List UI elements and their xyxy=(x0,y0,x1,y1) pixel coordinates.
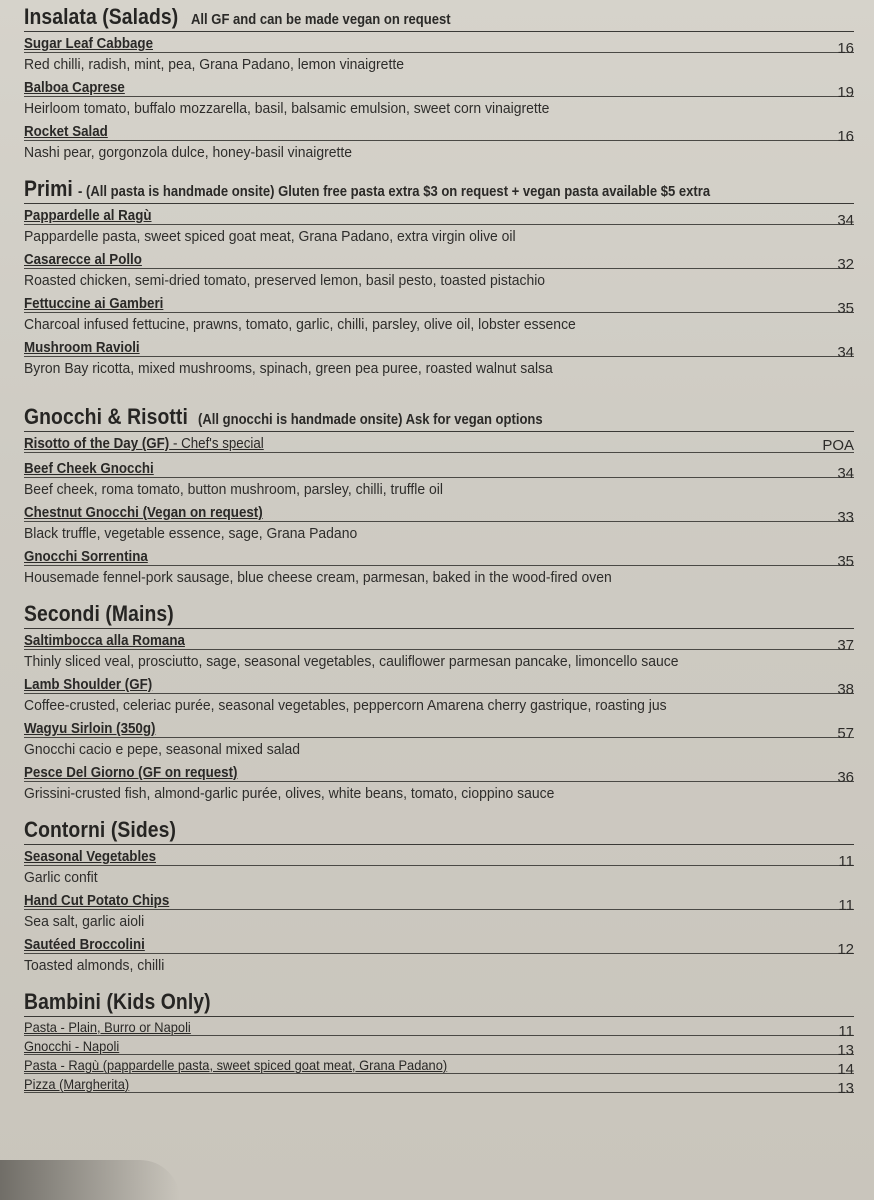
menu-item xyxy=(24,76,854,120)
section-note: - (All pasta is handmade onsite) Gluten free pasta extra $3 on request + vegan pasta available $5 extra xyxy=(77,184,710,200)
menu-item xyxy=(24,1074,854,1097)
menu-item xyxy=(24,761,854,805)
menu-item xyxy=(24,336,854,380)
section-header xyxy=(24,404,854,432)
item-description: Thinly sliced veal, prosciutto, sage, seasonal vegetables, cauliflower parmesan pancake, limoncello sauce xyxy=(24,653,679,670)
section-insalata xyxy=(24,4,854,164)
item-description: Roasted chicken, semi-dried tomato, preserved lemon, basil pesto, toasted pistachio xyxy=(24,272,546,289)
item-description: Black truffle, vegetable essence, sage, Grana Padano xyxy=(24,525,358,542)
item-name: Mushroom Ravioli xyxy=(24,340,140,356)
section-title: Insalata (Salads) xyxy=(24,4,179,29)
item-name: Sugar Leaf Cabbage xyxy=(24,36,153,52)
item-description: Nashi pear, gorgonzola dulce, honey-basil vinaigrette xyxy=(24,144,353,161)
menu-item xyxy=(24,889,854,933)
item-name: Wagyu Sirloin (350g) xyxy=(24,721,156,737)
section-title: Gnocchi & Risotti xyxy=(24,404,188,429)
item-name: Chestnut Gnocchi (Vegan on request) xyxy=(24,505,263,521)
item-name: Rocket Salad xyxy=(24,124,108,140)
section-header xyxy=(24,989,854,1017)
item-name: Gnocchi Sorrentina xyxy=(24,549,148,565)
item-description: Heirloom tomato, buffalo mozzarella, basil, balsamic emulsion, sweet corn vinaigrette xyxy=(24,100,550,117)
menu-item xyxy=(24,204,854,248)
menu-item xyxy=(24,1055,854,1078)
item-description: Pappardelle pasta, sweet spiced goat meat, Grana Padano, extra virgin olive oil xyxy=(24,228,516,245)
item-name: Pasta - Ragù (pappardelle pasta, sweet spiced goat meat, Grana Padano) xyxy=(24,1057,448,1073)
item-price: 16 xyxy=(837,128,854,145)
item-price: 38 xyxy=(837,681,854,698)
item-name: Lamb Shoulder (GF) xyxy=(24,677,153,693)
item-name: Pesce Del Giorno (GF on request) xyxy=(24,765,238,781)
item-price: 11 xyxy=(838,897,854,914)
item-name: Pasta - Plain, Burro or Napoli xyxy=(24,1019,191,1035)
item-name: Saltimbocca alla Romana xyxy=(24,633,185,649)
item-price: 32 xyxy=(837,256,854,273)
section-note: All GF and can be made vegan on request xyxy=(191,12,451,28)
item-description: Red chilli, radish, mint, pea, Grana Padano, lemon vinaigrette xyxy=(24,56,404,73)
item-description: Housemade fennel-pork sausage, blue cheese cream, parmesan, baked in the wood-fired oven xyxy=(24,569,612,586)
item-description: Beef cheek, roma tomato, button mushroom, parsley, chilli, truffle oil xyxy=(24,481,443,498)
item-description: Charcoal infused fettucine, prawns, tomato, garlic, chilli, parsley, olive oil, lobster essence xyxy=(24,316,576,333)
item-description: Gnocchi cacio e pepe, seasonal mixed salad xyxy=(24,741,301,758)
item-price: 34 xyxy=(837,212,854,229)
item-name: Fettuccine ai Gamberi xyxy=(24,296,164,312)
item-name: Pappardelle al Ragù xyxy=(24,208,152,224)
menu-item xyxy=(24,933,854,977)
item-description: Coffee-crusted, celeriac purée, seasonal vegetables, peppercorn Amarena cherry gastrique, roasting jus xyxy=(24,697,667,714)
menu-item xyxy=(24,1036,854,1059)
section-title: Primi xyxy=(24,176,73,201)
item-price: 16 xyxy=(837,40,854,57)
item-price: 13 xyxy=(837,1042,854,1059)
item-name: Beef Cheek Gnocchi xyxy=(24,461,154,477)
item-price: 57 xyxy=(837,725,854,742)
menu-item xyxy=(24,845,854,889)
section-header xyxy=(24,601,854,629)
item-price: 13 xyxy=(837,1080,854,1097)
item-price: 34 xyxy=(837,344,854,361)
section-gnocchi-risotti xyxy=(24,404,854,589)
section-header xyxy=(24,4,854,32)
section-note: (All gnocchi is handmade onsite) Ask for vegan options xyxy=(198,412,543,428)
menu-item xyxy=(24,629,854,673)
item-price: 35 xyxy=(837,300,854,317)
menu-item xyxy=(24,717,854,761)
section-title: Secondi (Mains) xyxy=(24,601,174,626)
item-price: 36 xyxy=(837,769,854,786)
menu-item xyxy=(24,120,854,164)
item-description: Toasted almonds, chilli xyxy=(24,957,165,974)
menu-item xyxy=(24,673,854,717)
item-name: Seasonal Vegetables xyxy=(24,849,156,865)
item-price: POA xyxy=(822,437,854,454)
section-primi xyxy=(24,176,854,380)
item-name: Gnocchi - Napoli xyxy=(24,1038,120,1054)
menu-item xyxy=(24,1017,854,1040)
menu-item xyxy=(24,453,854,501)
item-price: 19 xyxy=(837,84,854,101)
item-name: Hand Cut Potato Chips xyxy=(24,893,170,909)
item-price: 11 xyxy=(838,1023,854,1040)
section-header xyxy=(24,817,854,845)
menu-item xyxy=(24,248,854,292)
menu-item xyxy=(24,32,854,76)
menu-item xyxy=(24,545,854,589)
item-description: Grissini-crusted fish, almond-garlic purée, olives, white beans, tomato, cioppino sauce xyxy=(24,785,555,802)
chef-special-note: - Chef's special xyxy=(169,436,264,452)
item-price: 37 xyxy=(837,637,854,654)
item-price: 14 xyxy=(837,1061,854,1078)
section-secondi xyxy=(24,601,854,805)
item-description: Byron Bay ricotta, mixed mushrooms, spinach, green pea puree, roasted walnut salsa xyxy=(24,360,553,377)
item-price: 12 xyxy=(837,941,854,958)
section-bambini xyxy=(24,989,854,1097)
item-price: 33 xyxy=(837,509,854,526)
section-title: Contorni (Sides) xyxy=(24,817,176,842)
photo-shadow xyxy=(0,1160,180,1200)
menu-item xyxy=(24,432,854,453)
item-name: Balboa Caprese xyxy=(24,80,125,96)
item-price: 11 xyxy=(838,853,854,870)
item-name: Casarecce al Pollo xyxy=(24,252,142,268)
item-price: 35 xyxy=(837,553,854,570)
item-price: 34 xyxy=(837,465,854,482)
section-contorni xyxy=(24,817,854,977)
menu-item xyxy=(24,501,854,545)
section-title: Bambini (Kids Only) xyxy=(24,989,211,1014)
section-header xyxy=(24,176,854,204)
item-description: Sea salt, garlic aioli xyxy=(24,913,145,930)
item-description: Garlic confit xyxy=(24,869,98,886)
item-name: Risotto of the Day (GF) - Chef's special xyxy=(24,436,264,452)
menu-item xyxy=(24,292,854,336)
item-name: Pizza (Margherita) xyxy=(24,1076,130,1092)
item-name: Sautéed Broccolini xyxy=(24,937,145,953)
